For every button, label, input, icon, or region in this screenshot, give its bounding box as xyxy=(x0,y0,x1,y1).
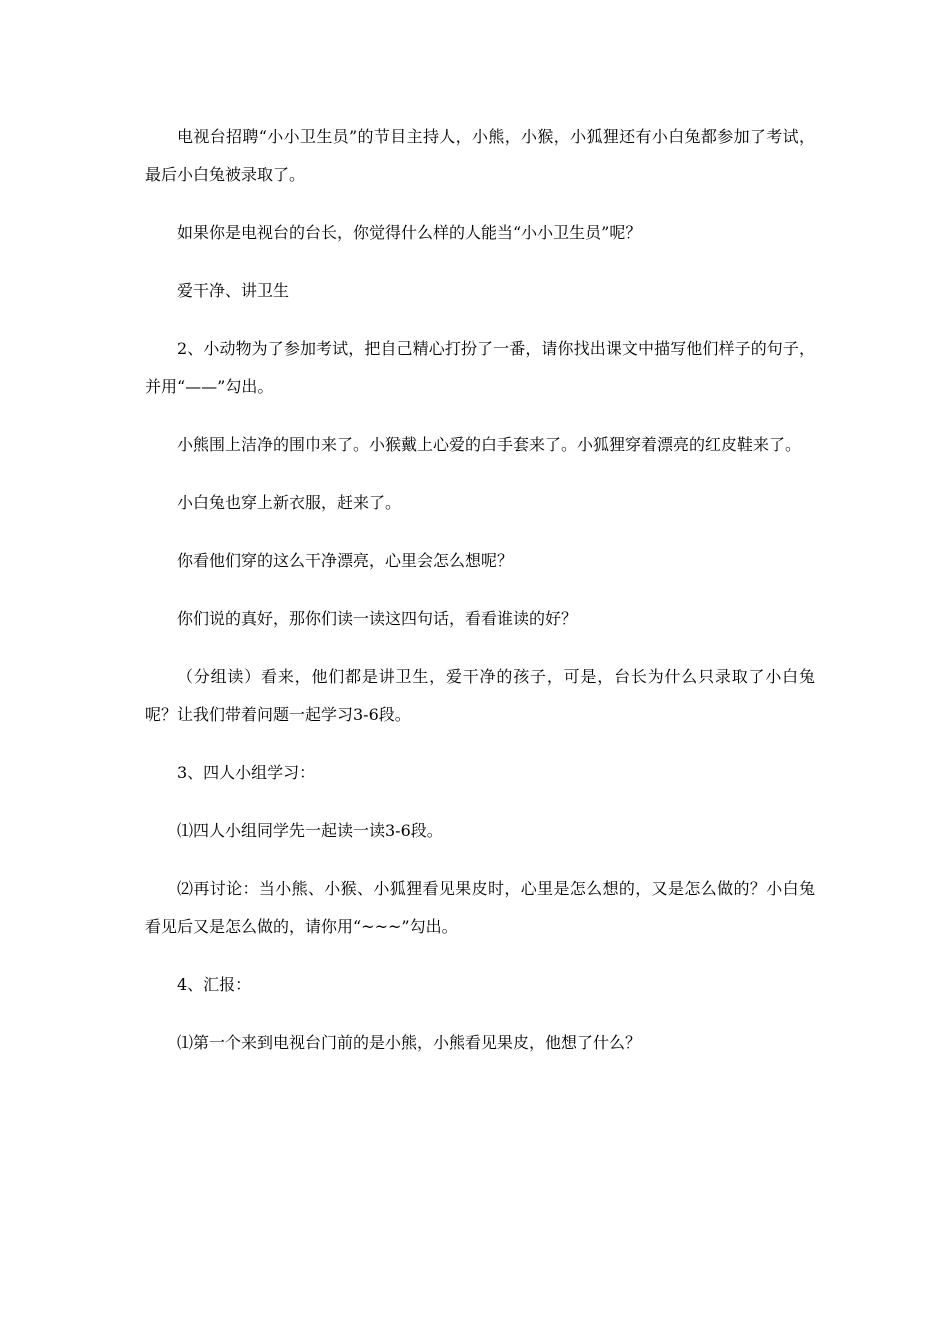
paragraph-8: 你们说的真好，那你们读一读这四句话，看看谁读的好？ xyxy=(177,609,578,628)
paragraph-5: 小熊围上洁净的围巾来了。小猴戴上心爱的白手套来了。小狐狸穿着漂亮的红皮鞋来了。 xyxy=(177,435,802,454)
paragraph-14: ⑴第一个来到电视台门前的是小熊，小熊看见果皮，他想了什么？ xyxy=(177,1033,642,1052)
paragraph-7: 你看他们穿的这么干净漂亮，心里会怎么想呢？ xyxy=(177,551,514,570)
paragraph-4: 2、小动物为了参加考试，把自己精心打扮了一番，请你找出课文中描写他们样子的句子，并用“——”勾出。 xyxy=(145,339,815,396)
paragraph-11: ⑴四人小组同学先一起读一读3-6段。 xyxy=(177,821,443,840)
paragraph-9: （分组读）看来，他们都是讲卫生，爱干净的孩子，可是，台长为什么只录取了小白兔呢？让我们带着问题一起学习3-6段。 xyxy=(145,667,815,724)
paragraph-13: 4、汇报： xyxy=(177,975,252,994)
document-body xyxy=(145,118,815,1062)
paragraph-1: 电视台招聘“小小卫生员”的节目主持人，小熊，小猴，小狐狸还有小白兔都参加了考试，最后小白兔被录取了。 xyxy=(145,127,815,184)
paragraph-6: 小白兔也穿上新衣服，赶来了。 xyxy=(177,493,402,512)
paragraph-12: ⑵再讨论：当小熊、小猴、小狐狸看见果皮时，心里是怎么想的，又是怎么做的？小白兔看见后又是怎么做的，请你用“~~~”勾出。 xyxy=(145,879,815,936)
paragraph-2: 如果你是电视台的台长，你觉得什么样的人能当“小小卫生员”呢？ xyxy=(177,223,642,242)
paragraph-3: 爱干净、讲卫生 xyxy=(177,281,290,300)
paragraph-10: 3、四人小组学习： xyxy=(177,763,316,782)
